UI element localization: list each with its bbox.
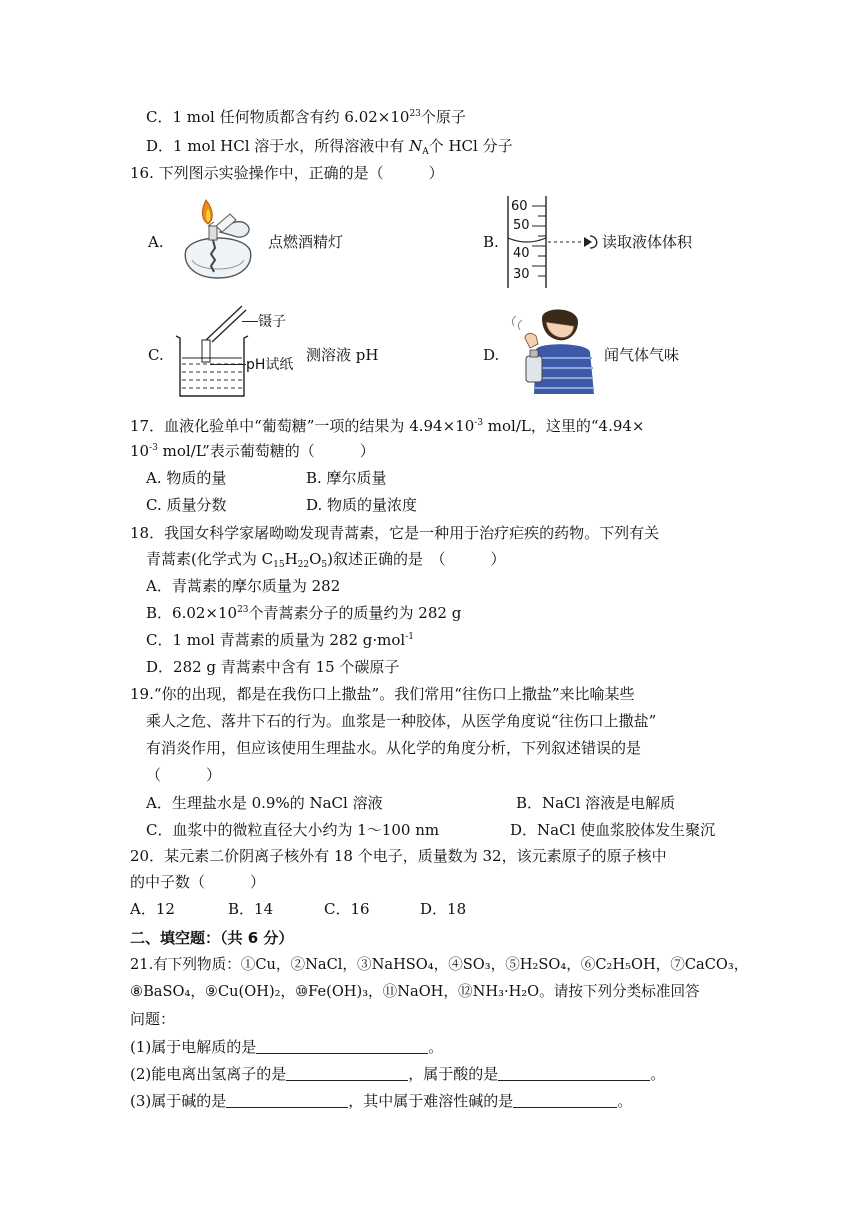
- tick-label-60: 60: [511, 199, 528, 214]
- q16-option-a-letter: A.: [148, 233, 164, 251]
- q17-stem-line2: $10^{-3}$ mol/L”表示葡萄糖的（ ）: [130, 442, 375, 460]
- answer-blank-h-ion[interactable]: [286, 1066, 408, 1081]
- q20-stem-line2: 的中子数（ ）: [130, 873, 266, 891]
- q21-part3: (3)属于碱的是 ，其中属于难溶性碱的是 。: [130, 1092, 633, 1110]
- tweezers-leader-line: [242, 321, 258, 322]
- section-heading-fill-in: 二、填空题：（共 6 分）: [130, 929, 294, 947]
- q15-option-c: C．1 mol 任何物质都含有约 $6.02\times 10^{23}$个原子: [146, 108, 466, 126]
- q19-option-d: D．NaCl 使血浆胶体发生聚沉: [510, 821, 716, 839]
- q16-option-a-text: 点燃酒精灯: [268, 233, 344, 251]
- q18-option-c: C．1 mol 青蒿素的质量为 282 g·mol$^{-1}$: [146, 631, 414, 649]
- smelling-gas-figure: [506, 306, 602, 394]
- q19-stem-line3: 有消炎作用，但应该使用生理盐水。从化学的角度分析，下列叙述错误的是: [146, 739, 642, 757]
- tick-label-40: 40: [513, 246, 530, 261]
- q16-option-b-letter: B.: [483, 233, 499, 251]
- q19-option-c: C．血浆中的微粒直径大小约为 1～100 nm: [146, 821, 440, 839]
- q21-part1: (1)属于电解质的是 。: [130, 1038, 444, 1056]
- label-ph-paper: pH试纸: [246, 357, 294, 373]
- answer-blank-acids[interactable]: [498, 1066, 650, 1081]
- q19-option-b: B．NaCl 溶液是电解质: [516, 794, 676, 812]
- q21-part2: (2)能电离出氢离子的是 ，属于酸的是 。: [130, 1065, 666, 1083]
- q20-option-a: A．12: [130, 900, 175, 918]
- q18-stem-line1: 18．我国女科学家屠呦呦发现青蒿素，它是一种用于治疗疟疾的药物。下列有关: [130, 524, 660, 542]
- q18-option-a: A．青蒿素的摩尔质量为 282: [146, 577, 341, 595]
- q18-option-d: D．282 g 青蒿素中含有 15 个碳原子: [146, 658, 400, 676]
- q17-option-b: B. 摩尔质量: [306, 469, 387, 487]
- answer-blank-bases[interactable]: [226, 1093, 348, 1108]
- q20-option-d: D．18: [420, 900, 467, 918]
- answer-blank-insoluble-bases[interactable]: [513, 1093, 617, 1108]
- label-tweezers: 镊子: [258, 314, 286, 330]
- q21-stem-line3: 问题：: [130, 1010, 176, 1028]
- q18-option-b: B．$6.02\times 10^{23}$个青蒿素分子的质量约为 282 g: [146, 604, 462, 622]
- q16-option-c-text: 测溶液 pH: [306, 346, 379, 364]
- alcohol-lamp-figure: [168, 190, 268, 284]
- q17-stem-line1: 17．血液化验单中“葡萄糖”一项的结果为 $4.94\times 10^{-3}$ mol/L，这里的“4.94×: [130, 417, 645, 435]
- q21-stem-line1: 21.有下列物质：①Cu，②NaCl，③NaHSO₄，④SO₃，⑤H₂SO₄，⑥C₂H₅OH，⑦CaCO₃，: [130, 956, 749, 973]
- q19-stem-line4: （ ）: [146, 766, 222, 784]
- q18-stem-line2: 青蒿素(化学式为 $C_{15}H_{22}O_5$)叙述正确的是 （ ）: [146, 550, 506, 570]
- q16-option-c-letter: C.: [148, 346, 164, 364]
- q16-stem: 16. 下列图示实验操作中，正确的是（ ）: [130, 164, 444, 182]
- ph-test-figure: [172, 302, 252, 402]
- tick-label-50: 50: [513, 218, 530, 233]
- q20-option-c: C．16: [324, 900, 370, 918]
- q17-option-a: A. 物质的量: [146, 469, 227, 487]
- q20-stem-line1: 20．某元素二价阴离子核外有 18 个电子，质量数为 32，该元素原子的原子核中: [130, 847, 667, 865]
- q16-option-d-text: 闻气体气味: [604, 346, 680, 364]
- q16-option-b-text: 读取液体体积: [602, 233, 693, 251]
- q21-stem-line2: ⑧BaSO₄，⑨Cu(OH)₂，⑩Fe(OH)₃，⑪NaOH，⑫NH₃·H₂O。请按下列分类标准回答: [130, 983, 700, 1000]
- q17-option-d: D. 物质的量浓度: [306, 496, 418, 514]
- q17-option-c: C. 质量分数: [146, 496, 227, 514]
- answer-blank-electrolytes[interactable]: [256, 1039, 428, 1054]
- q15-option-d: D．1 mol HCl 溶于水，所得溶液中有 $N_A$个 HCl 分子: [146, 137, 513, 157]
- q19-stem-line2: 乘人之危、落井下石的行为。血浆是一种胶体，从医学角度说“往伤口上撒盐”: [146, 712, 657, 730]
- ph-paper-leader-line: [210, 364, 246, 365]
- q19-stem-line1: 19.“你的出现，都是在我伤口上撒盐”。我们常用“往伤口上撒盐”来比喻某些: [130, 685, 635, 703]
- q16-option-d-letter: D.: [483, 346, 500, 364]
- tick-label-30: 30: [513, 267, 530, 282]
- q19-option-a: A．生理盐水是 0.9%的 NaCl 溶液: [146, 794, 383, 812]
- q20-option-b: B．14: [228, 900, 274, 918]
